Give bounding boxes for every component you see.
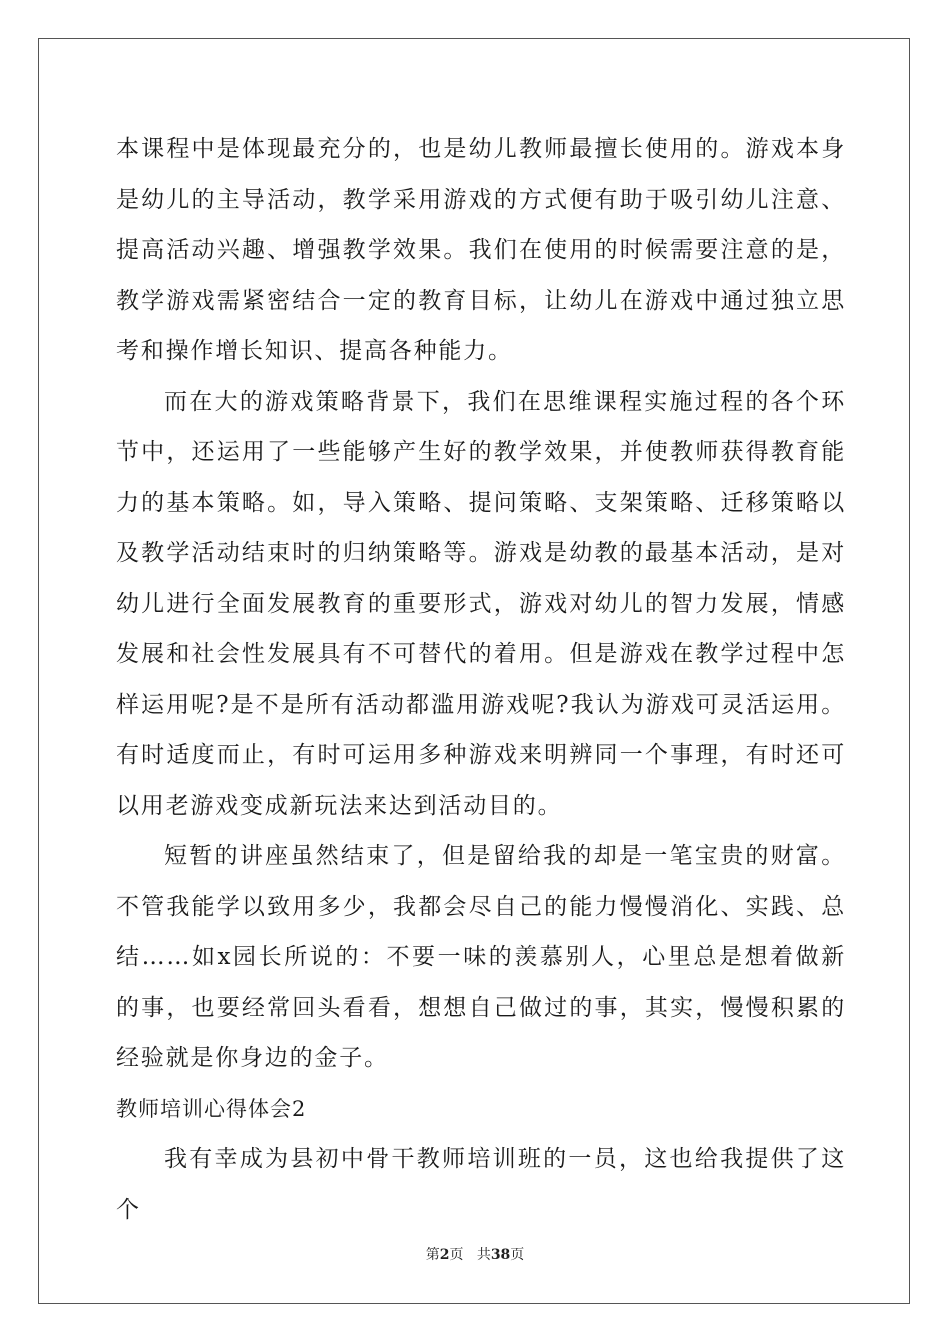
footer-total-suffix: 页 (510, 1247, 525, 1263)
footer-total-pages: 38 (490, 1247, 511, 1263)
footer-page-suffix: 页 (449, 1247, 464, 1263)
footer-prefix: 第 (425, 1247, 440, 1263)
paragraph-3: 短暂的讲座虽然结束了，但是留给我的却是一笔宝贵的财富。不管我能学以致用多少，我都会尽自己的能力慢慢消化、实践、总结……如x园长所说的：不要一味的羡慕别人，心里总是想着做新的事，也要经常回头看看，想想自己做过的事，其实，慢慢积累的经验就是你身边的金子。 (116, 843, 846, 1071)
paragraph-1: 本课程中是体现最充分的，也是幼儿教师最擅长使用的。游戏本身是幼儿的主导活动，教学采用游戏的方式便有助于吸引幼儿注意、提高活动兴趣、增强教学效果。我们在使用的时候需要注意的是，教学游戏需紧密结合一定的教育目标，让幼儿在游戏中通过独立思考和操作增长知识、提高各种能力。 (116, 136, 846, 364)
footer-total-prefix: 共 (476, 1247, 491, 1263)
paragraph-4: 我有幸成为县初中骨干教师培训班的一员，这也给我提供了这个 (116, 1146, 846, 1223)
paragraph-2: 而在大的游戏策略背景下，我们在思维课程实施过程的各个环节中，还运用了一些能够产生好的教学效果，并使教师获得教育能力的基本策略。如，导入策略、提问策略、支架策略、迁移策略以及教学活动结束时的归纳策略等。游戏是幼教的最基本活动，是对幼儿进行全面发展教育的重要形式，游戏对幼儿的智力发展，情感发展和社会性发展具有不可替代的着用。但是游戏在教学过程中怎样运用呢?是不是所有活动都滥用游戏呢?我认为游戏可灵活运用。有时适度而止，有时可运用多种游戏来明辨同一个事理，有时还可以用老游戏变成新玩法来达到活动目的。 (116, 388, 846, 819)
document-body (116, 124, 846, 1235)
page-footer (0, 1244, 950, 1264)
footer-page-number: 2 (439, 1247, 450, 1263)
section-title: 教师培训心得体会2 (116, 1096, 307, 1121)
